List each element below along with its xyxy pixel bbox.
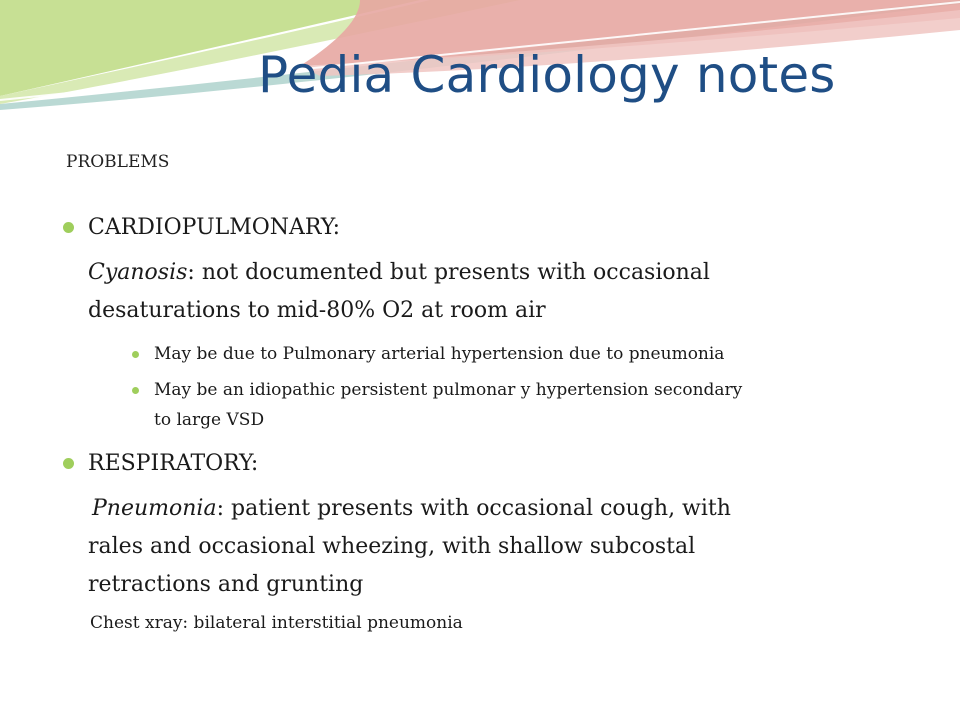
bullet-icon <box>63 458 74 469</box>
cyanosis-line-2: desaturations to mid-80% O2 at room air <box>88 298 546 323</box>
bullet-icon <box>132 387 139 394</box>
pneumonia-line-2: rales and occasional wheezing, with shallow subcostal <box>88 534 696 559</box>
cyanosis-text: : not documented but presents with occasional <box>187 260 710 285</box>
pneumonia-line-1 <box>92 492 731 526</box>
slide-subtitle: PROBLEMS <box>66 152 170 172</box>
resp-heading: RESPIRATORY: <box>88 451 259 476</box>
cardio-subpoint-2-line-2: to large VSD <box>154 410 265 430</box>
cyanosis-line-1 <box>88 256 710 290</box>
chest-xray-note: Chest xray: bilateral interstitial pneumonia <box>90 613 463 633</box>
bullet-icon <box>132 351 139 358</box>
cardio-heading: CARDIOPULMONARY: <box>88 215 341 240</box>
cyanosis-term: Cyanosis <box>88 260 188 285</box>
bullet-icon <box>63 222 74 233</box>
pneumonia-line-3: retractions and grunting <box>88 572 364 597</box>
cardio-subpoint-2-line-1: May be an idiopathic persistent pulmonar y hypertension secondary <box>154 380 743 400</box>
slide-title: Pedia Cardiology notes <box>258 46 836 104</box>
pneumonia-term: Pneumonia <box>92 496 217 521</box>
cardio-subpoint-1: May be due to Pulmonary arterial hypertension due to pneumonia <box>154 344 725 364</box>
pneumonia-text: : patient presents with occasional cough, with <box>216 496 731 521</box>
